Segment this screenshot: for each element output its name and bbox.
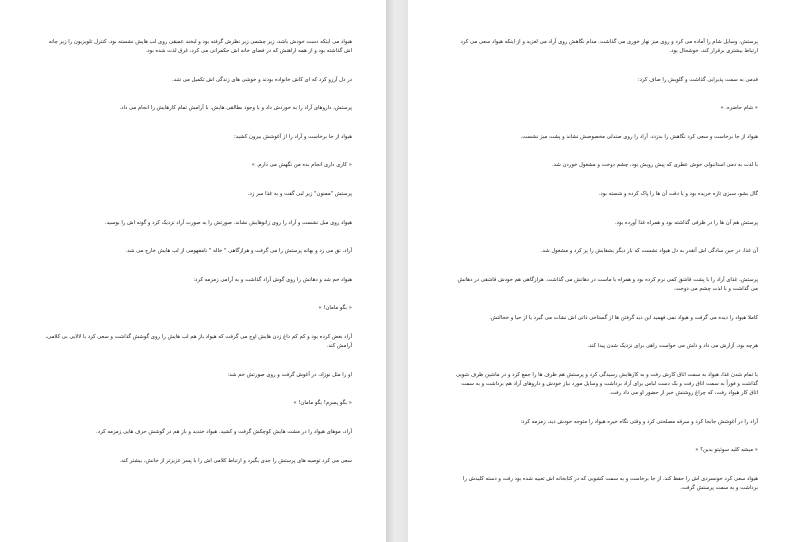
paragraph: با تمام شدن غذا، هیواد به سمت اتاق کارش رفت و به کارهایش رسیدگی کرد و پرستش هم ظرف ها را جمع کرد و در ماشین ظرف شویی گذاشت و فوراً به سمت اتاق رفت و یک دست لباس برای آراد برداشت و وسایل مورد نیاز خودش و داروهای آراد هم برداشت و به سمت اتاق کار هیواد رفت، که چراغ روشنش خبر از حضور او می داد رفت. <box>455 371 758 396</box>
paragraph: کاملا هیواد را دیده می گرفت و هیواد نمی فهمید این دید گرفتن ها از گستاخی ذاتی اش نشات می گیرد یا از حیا و خجالتش. <box>489 314 758 321</box>
paragraph: در دل آرزو کرد که ای کاش خانواده بودند و خوشی های زندگی اش تکمیل می شد. <box>171 76 352 83</box>
paragraph: پرستش هم آن ها را در ظرفی گذاشته بود و همراه غذا آورده بود. <box>615 219 758 226</box>
paragraph: پرستش "ممنون" زیر لبی گفت و به غذا سر زد. <box>247 191 352 198</box>
page-gutter <box>386 0 408 542</box>
paragraph: با لذت به دمی استانبولی خوش عطری که پیش رویش بود، چشم دوخت و مشغول خوردن شد. <box>551 162 758 169</box>
paragraph: « میشه کلید سوئیتو بدین؟ » <box>695 447 758 454</box>
paragraph: پرستش، وسایل شام را آماده می کرد و روی میز نهار خوری می گذاشت. مدام نگاهش روی آراد می لغزید و از اینکه هیواد سعی می کرد ارتباط بیشتری برقرار کند، خوشحال بود. <box>460 39 758 55</box>
paragraph: هیواد از جا برخاست و آراد را از آغوشش بیرون کشید: <box>233 133 352 140</box>
paragraph: پرستش، داروهای آراد را به خوردش داد و با وجود بطالقی هایش، با آرامش تمام کارهایش را انجام می داد. <box>119 105 352 112</box>
paragraph: هیواد خم شد و دهانش را روی گوش آراد گذاشت و به آرامی زمزمه کرد: <box>193 276 352 283</box>
paragraph: سعی می کرد توصیه های پرستش را جدی بگیرد و ارتباط کلامی اش را با پسر عزیزتر از جانش، بیشتر کند. <box>119 457 352 464</box>
paragraph: « شام حاضره. » <box>720 105 758 112</box>
paragraph: او را مثل نوزاد، در آغوش گرفت و روی صورتش خم شد: <box>227 371 352 378</box>
paragraph: آن غذا، در حین سادگی اش آنقدر به دل هیواد نشست که بار دیگر بشقابش را پر کرد و مشغول شد. <box>540 248 758 255</box>
right-page <box>408 0 794 542</box>
paragraph: آراد بغض کرده بود و کم کم داغ زدن هایش اوج می گرفت که هیواد باز هم لب هایش را روی گوشش گذاشت و سعی کرد با لالایی بی کلامی، آرامش کند. <box>45 334 352 350</box>
paragraph: « بگو پسرم! بگو مامان! » <box>293 400 352 407</box>
paragraph: آراد، موهای هیواد را در مشت هایش کوچکش گرفت و کشید. هیواد خندید و باز هم در گوشش حرف هایی زمزمه کرد. <box>96 428 352 435</box>
paragraph: قدمی به سمت پذیرایی گذاشت و گلویش را صاف کرد: <box>637 76 758 83</box>
paragraph: « کاری داری انجام بده من نگهش می دارم. » <box>251 162 352 169</box>
paragraph: هیواد می اینکه دست خودش باشد، زیر چشمی زیر نظرش گرفته بود و لبخند عمیقی روی لب هایش نشسته بود. کنترل تلویزیون را زیر چانه اش گذاشته بود و از همه اراهنش که در فضای خانه اش حکمرانی می کرد، غرق لذت شده بود. <box>48 39 352 55</box>
paragraph: هیواد سعی کرد خونسردی اش را حفظ کند. از جا برخاست و به سمت کشویی که در کتابخانه اش تعبیه شده بود رفت و دسته کلیدش را برداشت و به سمت پرستش گرفت. <box>462 475 758 491</box>
paragraph: گال بشو، سبزی تازه خریده بود و با دقت آن ها را پاک کرده و شسته بود. <box>598 191 758 198</box>
paragraph: پرستش، غذای آراد را با پشت قاشق کمی نرم کرده بود و همراه با ماست در دهانش می گذاشت. هرازگاهی هم خودش قاشقی در دهانش می گذاشت و با لذت چشم می دوخت. <box>457 276 758 292</box>
paragraph: هیواد از جا برخاست و سعی کرد نگاهش را بدزدد. آراد را روی صندلی مخصوصش نشاند و پشت میز نشست. <box>520 133 758 140</box>
paragraph: هرچه بود، آزارش می داد و دلش می خواست راهی برای نزدیک شدن پیدا کند. <box>587 343 758 350</box>
paragraph: « بگو مامان! » <box>318 305 352 312</box>
right-page-text <box>452 38 758 493</box>
left-page <box>0 0 386 542</box>
paragraph: آراد، نق می زد و بهانه پرستش را می گرفت و هرازگاهی " خاله " نامفهومی از لب هایش خارج می شد. <box>125 248 352 255</box>
paragraph: هیواد روی مبل نشست و آراد را روی زانوهایش نشاند. صورتش را به صورت آراد نزدیک کرد و گونه اش را بوسید. <box>104 219 352 226</box>
left-page-text <box>44 38 352 466</box>
paragraph: آراد را در آغوشش جابجا کرد و سرفه مصلحتی کرد و وقتی نگاه خیره هیواد را متوجه خودش دید، زمزمه کرد: <box>520 418 758 425</box>
